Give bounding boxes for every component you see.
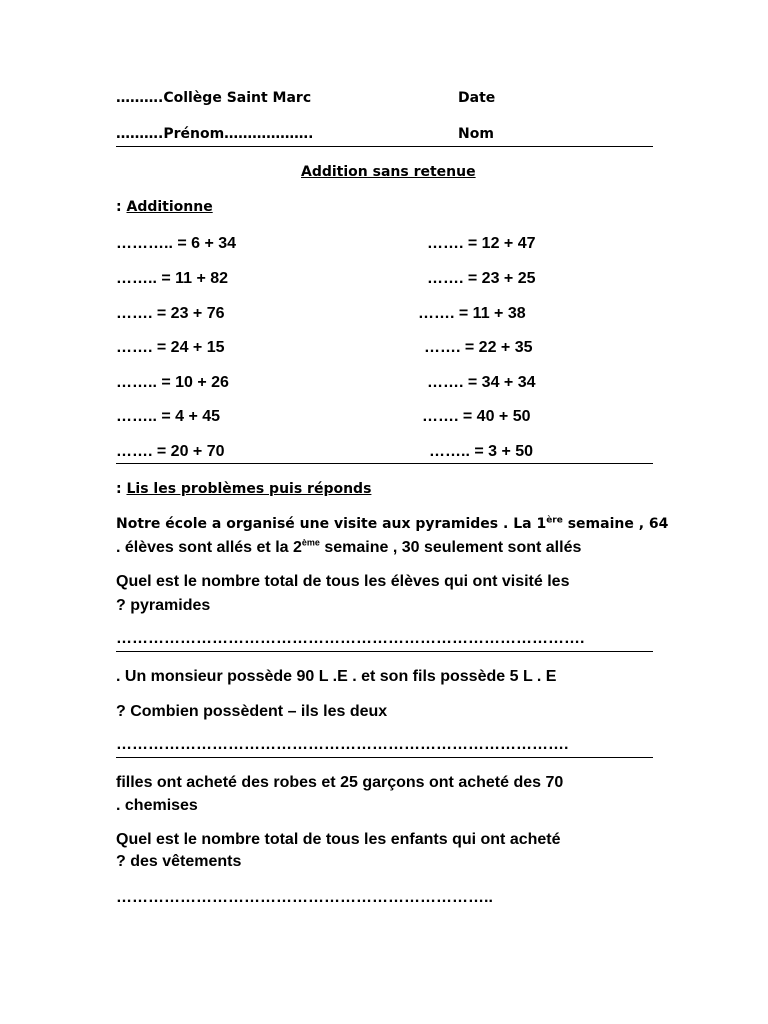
section1-label: Additionne bbox=[126, 199, 213, 215]
problem3-answer-line[interactable]: …………………………………………………………….. bbox=[116, 889, 493, 906]
page-title: Addition sans retenue bbox=[301, 164, 476, 180]
equation-right-6: ……. = 40 + 50 bbox=[422, 408, 531, 425]
problem1-answer-line[interactable]: ……………………………………………………………………………. bbox=[116, 630, 585, 647]
equation-right-2: ……. = 23 + 25 bbox=[427, 270, 536, 287]
problem1-line1-text: Notre école a organisé une visite aux pyramides . La 1 bbox=[116, 516, 547, 532]
problem3-line2: . chemises bbox=[116, 797, 198, 814]
equation-right-4: ……. = 22 + 35 bbox=[424, 339, 533, 356]
superscript-eme: ème bbox=[301, 537, 320, 548]
section2-label: Lis les problèmes puis réponds bbox=[126, 481, 372, 497]
problem2-line1: . Un monsieur possède 90 L .E . et son fils possède 5 L . E bbox=[116, 668, 557, 685]
problem2-answer-line[interactable]: …………………………………………………………………………. bbox=[116, 736, 569, 753]
section2-heading bbox=[116, 481, 371, 497]
equation-left-6: …….. = 4 + 45 bbox=[116, 408, 221, 425]
nom-label: Nom bbox=[458, 126, 494, 142]
problem1-line1-end: semaine , 64 bbox=[562, 516, 669, 532]
section1-heading bbox=[116, 199, 213, 215]
section2-colon: : bbox=[116, 481, 122, 497]
problem1-question-line2: ? pyramides bbox=[116, 597, 211, 614]
school-line: ……….Collège Saint Marc bbox=[116, 90, 312, 106]
date-label: Date bbox=[458, 90, 496, 106]
problem1-line2 bbox=[116, 539, 581, 557]
problem3-question-line2: ? des vêtements bbox=[116, 853, 242, 870]
equation-left-7: ……. = 20 + 70 bbox=[116, 443, 225, 460]
equation-left-4: ……. = 24 + 15 bbox=[116, 339, 225, 356]
equation-left-5: …….. = 10 + 26 bbox=[116, 374, 229, 391]
problem1-line2-text: . élèves sont allés et la 2 bbox=[116, 539, 302, 556]
problem1-question-line1: Quel est le nombre total de tous les élèves qui ont visité les bbox=[116, 573, 570, 590]
equation-left-2: …….. = 11 + 82 bbox=[116, 270, 229, 287]
equation-left-1: ……….. = 6 + 34 bbox=[116, 235, 237, 252]
equation-right-7: …….. = 3 + 50 bbox=[429, 443, 534, 460]
problem1-line1 bbox=[116, 516, 668, 532]
name-line: ……….Prénom………………. bbox=[116, 126, 314, 142]
section1-colon: : bbox=[116, 199, 122, 215]
superscript-ere: ère bbox=[546, 515, 563, 526]
equations-divider bbox=[116, 463, 653, 464]
problem1-line2-end: semaine , 30 seulement sont allés bbox=[319, 539, 582, 556]
equation-right-1: ……. = 12 + 47 bbox=[427, 235, 536, 252]
header-divider bbox=[116, 146, 653, 147]
problem2-question: ? Combien possèdent – ils les deux bbox=[116, 703, 388, 720]
problem2-divider bbox=[116, 757, 653, 758]
equation-right-3: ……. = 11 + 38 bbox=[418, 305, 526, 322]
problem3-question-line1: Quel est le nombre total de tous les enfants qui ont acheté bbox=[116, 831, 561, 848]
equation-right-5: ……. = 34 + 34 bbox=[427, 374, 536, 391]
problem1-divider bbox=[116, 651, 653, 652]
problem3-line1: filles ont acheté des robes et 25 garçons ont acheté des 70 bbox=[116, 774, 564, 791]
equation-left-3: ……. = 23 + 76 bbox=[116, 305, 225, 322]
